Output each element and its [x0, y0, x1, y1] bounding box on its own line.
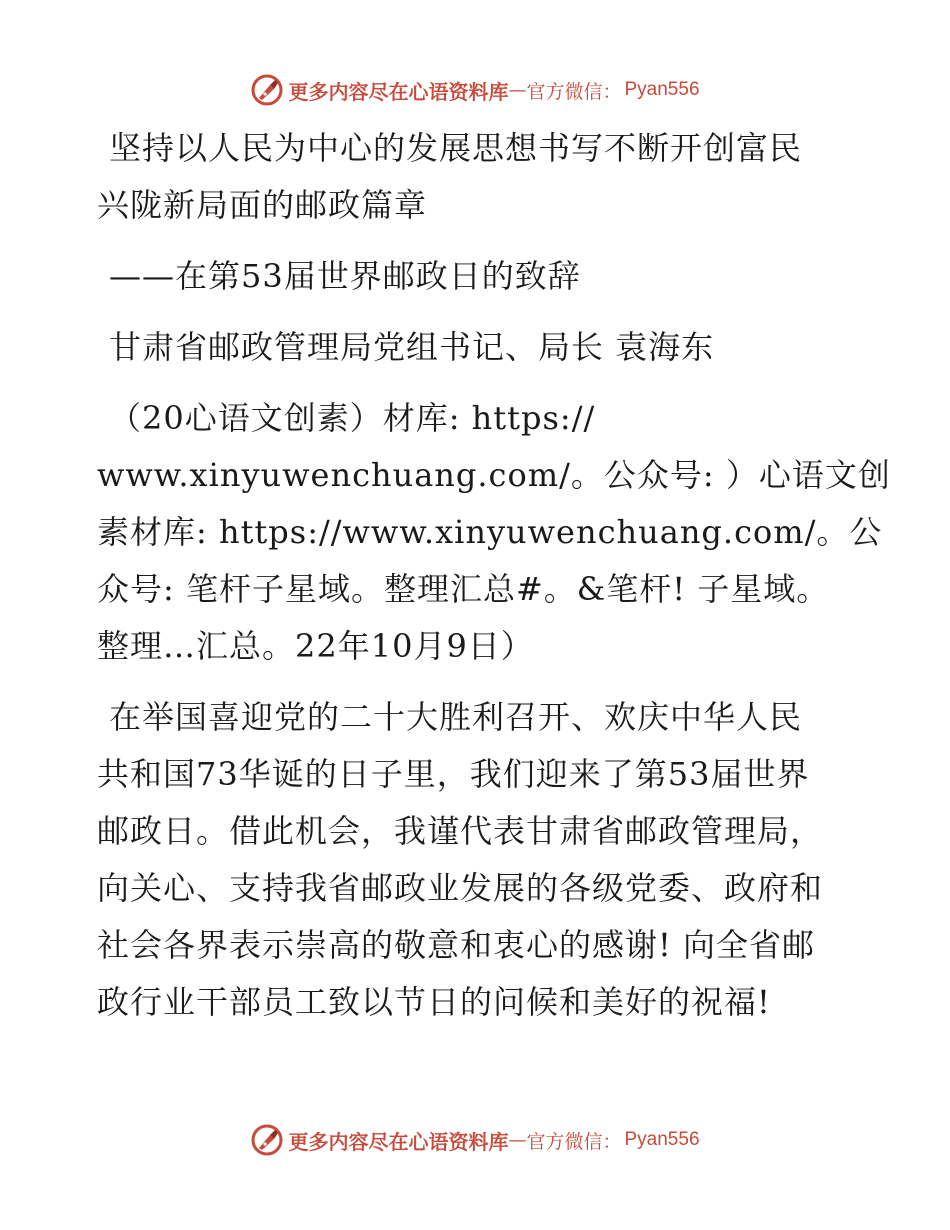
doc-body-line-4: 向关心、支持我省邮政业发展的各级党委、政府和: [97, 869, 824, 907]
watermark-brand-text: 更多内容尽在心语资料库: [288, 79, 509, 104]
doc-body-line-3: 邮政日。借此机会，我谨代表甘肃省邮政管理局，: [97, 812, 824, 850]
doc-subtitle: ——在第53届世界邮政日的致辞: [109, 257, 581, 295]
doc-source-line-5: 整理…汇总。22年10月9日）: [97, 627, 534, 665]
watermark-dash: —: [508, 79, 527, 101]
pen-nib-circle-logo-icon: [250, 73, 284, 107]
watermark-wechat-id: Pyan556: [624, 79, 700, 100]
pen-nib-circle-logo-icon: [250, 1123, 284, 1157]
doc-title-line-1: 坚持以人民为中心的发展思想书写不断开创富民: [109, 129, 803, 167]
watermark-official-label: 官方微信：: [526, 1130, 622, 1153]
document-body: [97, 120, 891, 1031]
doc-source-line-2: www.xinyuwenchuang.com/。公众号: ）心语文创: [97, 456, 891, 494]
doc-body-line-1: 在举国喜迎党的二十大胜利召开、欢庆中华人民: [109, 698, 803, 736]
doc-source-line-1: （20心语文创素）材库: https://: [109, 399, 596, 437]
doc-source-line-3: 素材库: https://www.xinyuwenchuang.com/。公: [97, 513, 883, 551]
watermark-wechat-id: Pyan556: [624, 1129, 700, 1150]
doc-body-line-5: 社会各界表示崇高的敬意和衷心的感谢! 向全省邮: [97, 926, 816, 964]
header-watermark: [0, 70, 950, 110]
watermark-official-label: 官方微信：: [526, 80, 622, 103]
watermark-brand-text: 更多内容尽在心语资料库: [288, 1129, 509, 1154]
doc-body-line-2: 共和国73华诞的日子里，我们迎来了第53届世界: [97, 755, 810, 793]
doc-source-line-4: 众号: 笔杆子星域。整理汇总#。&笔杆! 子星域。: [97, 570, 830, 608]
doc-body-line-6: 政行业干部员工致以节日的问候和美好的祝福!: [97, 983, 771, 1021]
footer-watermark: [0, 1120, 950, 1160]
watermark-dash: —: [508, 1129, 527, 1151]
doc-author: 甘肃省邮政管理局党组书记、局长 袁海东: [109, 328, 715, 366]
doc-title-line-2: 兴陇新局面的邮政篇章: [97, 186, 428, 224]
